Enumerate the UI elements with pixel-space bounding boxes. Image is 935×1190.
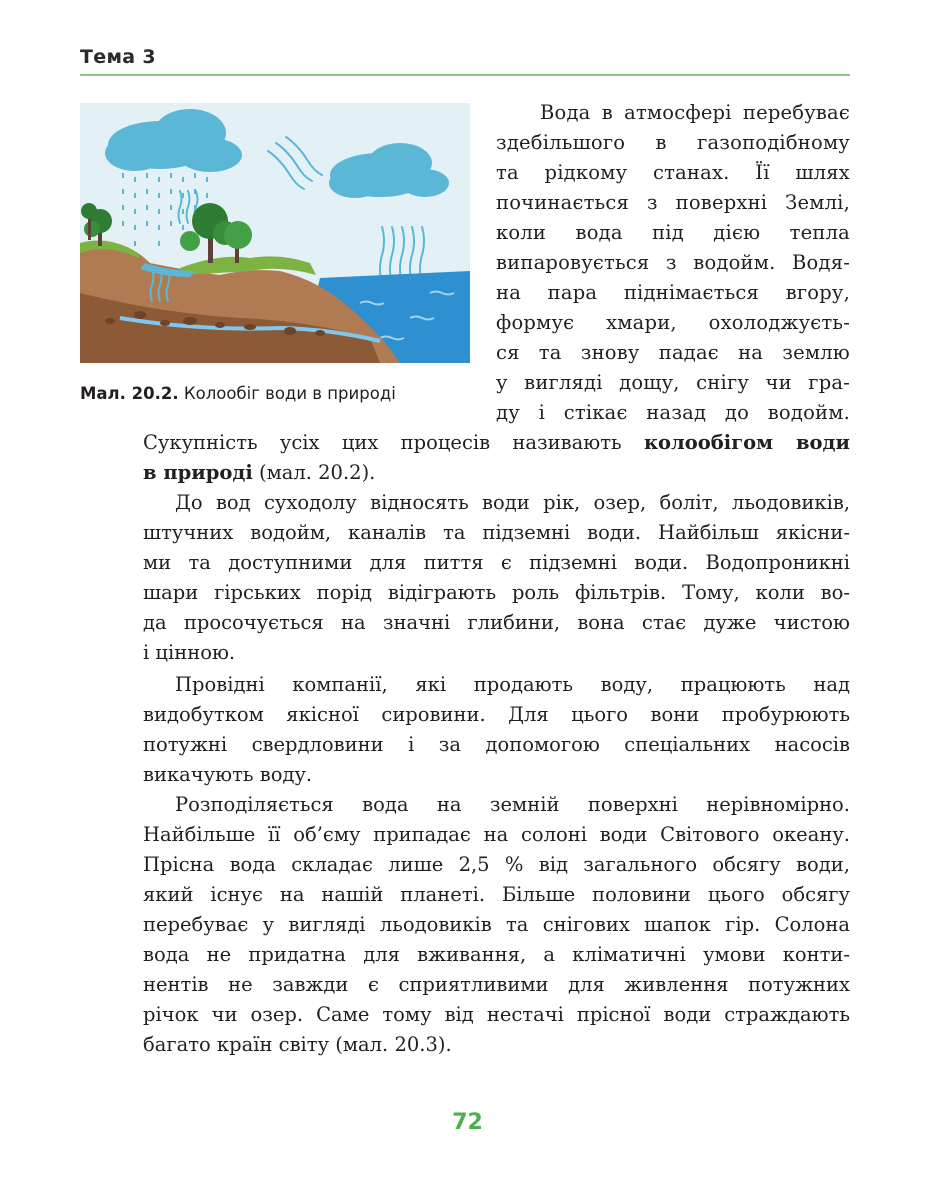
text-line: потужні свердловини і за допомогою спеціальних насосів: [143, 733, 850, 756]
text-line: починається з поверхні Землі,: [496, 191, 850, 214]
paragraph-3: [143, 670, 850, 790]
caption-label: Мал. 20.2.: [80, 384, 179, 403]
water-cycle-illustration: [80, 103, 470, 363]
text-line: перебуває у вигляді льодовиків та снігових шапок гір. Солона: [143, 913, 850, 936]
text-line: шари гірських порід відіграють роль фільтрів. Тому, коли во-: [143, 581, 850, 604]
text-line: ся та знову падає на землю: [496, 341, 850, 364]
main-body: [143, 428, 850, 488]
bold-term: колообігом води: [643, 431, 850, 454]
text-line: здебільшого в газоподібному: [496, 131, 850, 154]
page-header: [80, 44, 850, 74]
side-paragraph: [496, 98, 850, 428]
text-line: видобутком якісної сировини. Для цього вони пробурюють: [143, 703, 850, 726]
text-line: Прісна вода складає лише 2,5 % від загального обсягу води,: [143, 853, 850, 876]
text-line: ду і стікає назад до водойм.: [496, 401, 850, 424]
text-line: який існує на нашій планеті. Більше половини цього обсягу: [143, 883, 850, 906]
text-line: коли вода під дією тепла: [496, 221, 850, 244]
page-number: 72: [452, 1110, 483, 1135]
text-line: ми та доступними для пиття є підземні води. Водопроникні: [143, 551, 850, 574]
text-line: Розподіляється вода на земній поверхні нерівномірно.: [175, 793, 850, 816]
text-line: формує хмари, охолоджуєть-: [496, 311, 850, 334]
text-line: випаровується з водойм. Водя-: [496, 251, 850, 274]
text-line: у вигляді дощу, снігу чи гра-: [496, 371, 850, 394]
figure-caption: [80, 384, 480, 403]
text-line: Найбільше її об’єму припадає на солоні води Світового океану.: [143, 823, 850, 846]
text-line: штучних водойм, каналів та підземні води. Найбільш якісни-: [143, 521, 850, 544]
text-line: та рідкому станах. Її шлях: [496, 161, 850, 184]
paragraph-4: [143, 790, 850, 1060]
paragraph-1-line: [143, 428, 850, 458]
text-line: вода не придатна для вживання, а кліматичні умови конти-: [143, 943, 850, 966]
text-run: Сукупність усіх цих процесів називають: [143, 431, 644, 454]
paragraph-2: [143, 488, 850, 668]
paragraph-1-line: [143, 458, 850, 488]
text-line: Вода в атмосфері перебуває: [540, 101, 850, 124]
text-line: нентів не завжди є сприятливими для живлення потужних: [143, 973, 850, 996]
bold-term: в природі: [143, 461, 253, 484]
text-run: (мал. 20.2).: [252, 461, 376, 484]
text-line: Провідні компанії, які продають воду, працюють над: [175, 673, 850, 696]
text-line: річок чи озер. Саме тому від нестачі прісної води страждають: [143, 1003, 850, 1026]
text-line: До вод суходолу відносять води рік, озер, боліт, льодовиків,: [175, 491, 850, 514]
text-line: да просочується на значні глибини, вона стає дуже чистою: [143, 611, 850, 634]
text-line: на пара піднімається вгору,: [496, 281, 850, 304]
caption-text: Колообіг води в природі: [178, 384, 396, 403]
text-line: і цінною.: [143, 641, 236, 664]
topic-label: Тема 3: [80, 46, 156, 68]
text-line: багато країн світу (мал. 20.3).: [143, 1033, 452, 1056]
header-divider: [80, 74, 850, 76]
text-line: викачують воду.: [143, 763, 313, 786]
